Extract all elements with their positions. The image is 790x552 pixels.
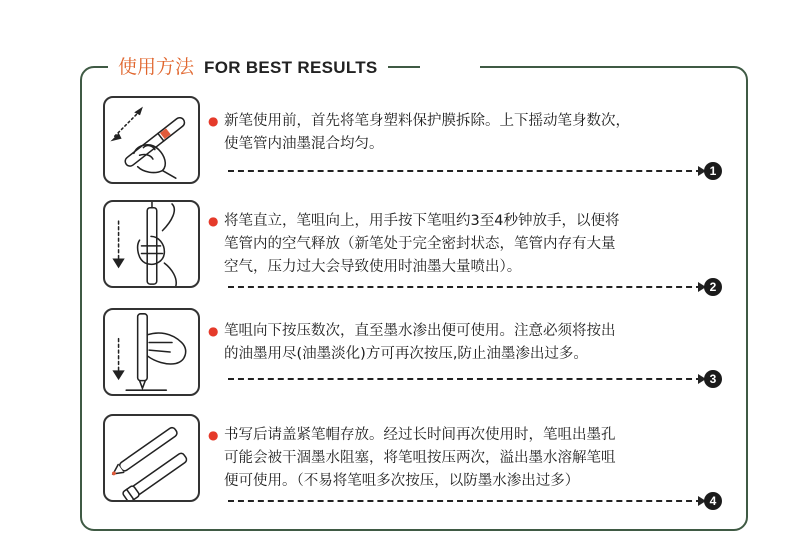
shake-pen-illustration xyxy=(103,96,200,184)
bullet-icon: ● xyxy=(208,428,219,442)
step-3-line-2: 的油墨用尽(油墨淡化)方可再次按压,防止油墨渗出过多。 xyxy=(224,346,588,362)
bullet-icon: ● xyxy=(208,324,219,338)
step-4-line-3: 便可使用。（不易将笔咀多次按压，以防墨水渗出过多） xyxy=(224,473,580,489)
step-2-line-2: 笔管内的空气释放（新笔处于完全密封状态，笔管内存有大量 xyxy=(224,236,616,252)
step-3-number: 3 xyxy=(704,370,722,388)
title-english: FOR BEST RESULTS xyxy=(204,58,378,77)
bullet-icon: ● xyxy=(208,214,219,228)
title-gap xyxy=(420,60,480,72)
step-4-text xyxy=(210,424,730,493)
step-4-line-2: 可能会被干涸墨水阻塞，将笔咀按压两次，溢出墨水溶解笔咀 xyxy=(224,450,616,466)
step-1-text xyxy=(210,110,730,156)
step-3-line-1: 笔咀向下按压数次，直至墨水渗出便可使用。注意必须将按出 xyxy=(224,323,616,339)
step-2-number: 2 xyxy=(704,278,722,296)
step-3-text xyxy=(210,320,730,366)
step-1-divider xyxy=(228,170,702,172)
press-tip-upward-illustration xyxy=(103,200,200,288)
step-4-divider xyxy=(228,500,702,502)
step-3-divider xyxy=(228,378,702,380)
step-2-text xyxy=(210,210,730,279)
title-chinese: 使用方法 xyxy=(118,56,195,78)
step-2-divider xyxy=(228,286,702,288)
press-tip-downward-illustration xyxy=(103,308,200,396)
bullet-icon: ● xyxy=(208,114,219,128)
step-1-number: 1 xyxy=(704,162,722,180)
step-1-line-2: 使笔管内油墨混合均匀。 xyxy=(224,136,384,152)
step-4-line-1: 书写后请盖紧笔帽存放。经过长时间再次使用时，笔咀出墨孔 xyxy=(224,427,616,443)
step-2-line-1: 将笔直立，笔咀向上，用手按下笔咀约3至4秒钟放手，以便将 xyxy=(224,213,620,229)
section-title xyxy=(108,52,388,82)
capped-pen-illustration xyxy=(103,414,200,502)
step-4-number: 4 xyxy=(704,492,722,510)
step-2-line-3: 空气，压力过大会导致使用时油墨大量喷出）。 xyxy=(224,259,522,275)
step-1-line-1: 新笔使用前，首先将笔身塑料保护膜拆除。上下摇动笔身数次， xyxy=(224,113,630,129)
